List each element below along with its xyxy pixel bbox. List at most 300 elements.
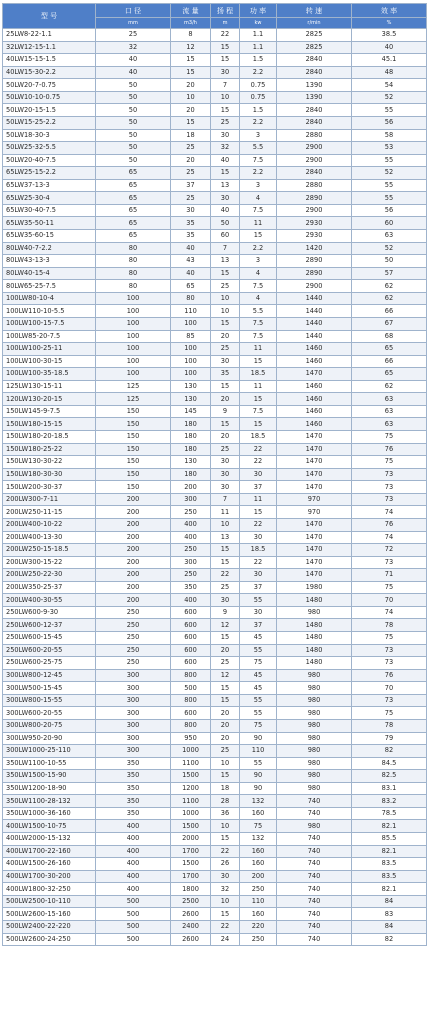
cell-flow: 250 (171, 569, 211, 582)
cell-efficiency: 76 (352, 518, 427, 531)
cell-diameter: 300 (96, 745, 171, 758)
cell-efficiency: 74 (352, 506, 427, 519)
cell-efficiency: 83.1 (352, 782, 427, 795)
header-speed: 转 速 (277, 4, 352, 18)
cell-efficiency: 72 (352, 544, 427, 557)
cell-speed: 1460 (277, 405, 352, 418)
cell-model: 400LW1500-10-75 (3, 820, 96, 833)
cell-head: 30 (211, 870, 240, 883)
cell-flow: 20 (171, 104, 211, 117)
cell-flow: 2400 (171, 920, 211, 933)
cell-flow: 40 (171, 267, 211, 280)
cell-model: 65LW25-30-4 (3, 192, 96, 205)
table-row (3, 393, 427, 406)
cell-model: 100LW80-10-4 (3, 292, 96, 305)
cell-flow: 12 (171, 41, 211, 54)
cell-diameter: 300 (96, 682, 171, 695)
cell-model: 300LW800-12-45 (3, 669, 96, 682)
cell-flow: 250 (171, 544, 211, 557)
cell-model: 50LW20-7-0.75 (3, 79, 96, 92)
cell-speed: 1480 (277, 619, 352, 632)
cell-diameter: 200 (96, 569, 171, 582)
cell-model: 400LW1700-22-160 (3, 845, 96, 858)
cell-diameter: 50 (96, 116, 171, 129)
table-row (3, 619, 427, 632)
cell-flow: 1000 (171, 745, 211, 758)
cell-head: 7 (211, 242, 240, 255)
table-row (3, 380, 427, 393)
cell-diameter: 65 (96, 230, 171, 243)
cell-model: 80LW40-15-4 (3, 267, 96, 280)
cell-model: 350LW1100-28-132 (3, 795, 96, 808)
cell-diameter: 500 (96, 895, 171, 908)
cell-speed: 1440 (277, 292, 352, 305)
cell-flow: 100 (171, 355, 211, 368)
pump-spec-table (2, 3, 427, 946)
cell-head: 10 (211, 91, 240, 104)
cell-speed: 1460 (277, 343, 352, 356)
cell-power: 4 (240, 292, 277, 305)
cell-speed: 1470 (277, 569, 352, 582)
cell-power: 220 (240, 920, 277, 933)
cell-model: 100LW100-35-18.5 (3, 368, 96, 381)
cell-flow: 800 (171, 719, 211, 732)
cell-efficiency: 66 (352, 305, 427, 318)
cell-power: 3 (240, 255, 277, 268)
cell-model: 150LW200-30-37 (3, 481, 96, 494)
cell-power: 75 (240, 657, 277, 670)
cell-flow: 300 (171, 493, 211, 506)
cell-power: 37 (240, 619, 277, 632)
table-row (3, 682, 427, 695)
cell-diameter: 350 (96, 770, 171, 783)
table-row (3, 719, 427, 732)
cell-model: 32LW12-15-1.1 (3, 41, 96, 54)
cell-model: 50LW25-32-5.5 (3, 142, 96, 155)
cell-model: 250LW600-15-45 (3, 632, 96, 645)
cell-head: 7 (211, 493, 240, 506)
cell-speed: 980 (277, 682, 352, 695)
cell-speed: 2930 (277, 230, 352, 243)
cell-diameter: 80 (96, 255, 171, 268)
table-row (3, 305, 427, 318)
cell-power: 90 (240, 770, 277, 783)
cell-speed: 1470 (277, 556, 352, 569)
cell-model: 300LW500-15-45 (3, 682, 96, 695)
cell-efficiency: 73 (352, 493, 427, 506)
cell-speed: 2900 (277, 204, 352, 217)
cell-flow: 20 (171, 154, 211, 167)
cell-power: 4 (240, 267, 277, 280)
cell-diameter: 25 (96, 29, 171, 42)
cell-flow: 1500 (171, 858, 211, 871)
cell-model: 500LW2600-24-250 (3, 933, 96, 946)
cell-model: 250LW600-9-30 (3, 606, 96, 619)
table-row (3, 116, 427, 129)
table-row (3, 745, 427, 758)
cell-power: 11 (240, 380, 277, 393)
cell-head: 9 (211, 606, 240, 619)
cell-model: 300LW1000-25-110 (3, 745, 96, 758)
cell-efficiency: 54 (352, 79, 427, 92)
cell-head: 30 (211, 456, 240, 469)
cell-power: 45 (240, 632, 277, 645)
cell-head: 13 (211, 255, 240, 268)
cell-power: 110 (240, 745, 277, 758)
cell-head: 25 (211, 343, 240, 356)
cell-flow: 600 (171, 657, 211, 670)
table-row (3, 167, 427, 180)
cell-speed: 740 (277, 920, 352, 933)
cell-speed: 2840 (277, 54, 352, 67)
cell-diameter: 350 (96, 757, 171, 770)
cell-efficiency: 83.2 (352, 795, 427, 808)
cell-power: 7.5 (240, 280, 277, 293)
table-row (3, 368, 427, 381)
cell-flow: 65 (171, 280, 211, 293)
cell-efficiency: 79 (352, 732, 427, 745)
cell-power: 22 (240, 456, 277, 469)
cell-efficiency: 63 (352, 393, 427, 406)
header-unit-flow: m3/h (171, 18, 211, 29)
cell-speed: 970 (277, 493, 352, 506)
cell-model: 100LW100-30-15 (3, 355, 96, 368)
cell-model: 500LW2400-22-220 (3, 920, 96, 933)
cell-flow: 145 (171, 405, 211, 418)
cell-speed: 980 (277, 770, 352, 783)
table-row (3, 204, 427, 217)
cell-power: 1.5 (240, 104, 277, 117)
cell-head: 10 (211, 305, 240, 318)
cell-head: 35 (211, 368, 240, 381)
cell-efficiency: 73 (352, 694, 427, 707)
cell-head: 15 (211, 317, 240, 330)
header-diameter: 口 径 (96, 4, 171, 18)
cell-efficiency: 38.5 (352, 29, 427, 42)
cell-speed: 1390 (277, 91, 352, 104)
cell-power: 15 (240, 506, 277, 519)
cell-head: 15 (211, 770, 240, 783)
cell-head: 11 (211, 506, 240, 519)
cell-power: 37 (240, 581, 277, 594)
cell-power: 160 (240, 845, 277, 858)
cell-head: 25 (211, 745, 240, 758)
cell-model: 125LW130-15-11 (3, 380, 96, 393)
cell-efficiency: 82.1 (352, 883, 427, 896)
cell-model: 400LW1500-26-160 (3, 858, 96, 871)
cell-model: 150LW180-15-15 (3, 418, 96, 431)
table-row (3, 154, 427, 167)
table-body (3, 29, 427, 946)
cell-efficiency: 67 (352, 317, 427, 330)
cell-model: 40LW15-30-2.2 (3, 66, 96, 79)
cell-flow: 350 (171, 581, 211, 594)
cell-flow: 25 (171, 192, 211, 205)
table-row (3, 606, 427, 619)
cell-power: 90 (240, 782, 277, 795)
cell-model: 150LW180-25-22 (3, 443, 96, 456)
cell-speed: 2840 (277, 167, 352, 180)
cell-head: 15 (211, 41, 240, 54)
cell-diameter: 40 (96, 54, 171, 67)
cell-power: 200 (240, 870, 277, 883)
cell-model: 200LW400-13-30 (3, 531, 96, 544)
cell-flow: 35 (171, 217, 211, 230)
cell-speed: 2880 (277, 129, 352, 142)
cell-power: 110 (240, 895, 277, 908)
cell-flow: 180 (171, 431, 211, 444)
cell-diameter: 150 (96, 418, 171, 431)
cell-diameter: 500 (96, 908, 171, 921)
cell-power: 2.2 (240, 116, 277, 129)
cell-model: 65LW35-60-15 (3, 230, 96, 243)
header-flow: 流 量 (171, 4, 211, 18)
cell-head: 10 (211, 757, 240, 770)
cell-head: 20 (211, 644, 240, 657)
cell-flow: 100 (171, 343, 211, 356)
cell-speed: 1480 (277, 657, 352, 670)
table-row (3, 267, 427, 280)
cell-flow: 600 (171, 707, 211, 720)
cell-efficiency: 58 (352, 129, 427, 142)
table-row (3, 192, 427, 205)
cell-power: 15 (240, 393, 277, 406)
cell-diameter: 150 (96, 468, 171, 481)
cell-flow: 100 (171, 317, 211, 330)
cell-efficiency: 62 (352, 292, 427, 305)
cell-efficiency: 75 (352, 431, 427, 444)
cell-head: 12 (211, 619, 240, 632)
cell-power: 55 (240, 757, 277, 770)
cell-flow: 600 (171, 606, 211, 619)
cell-model: 500LW2600-15-160 (3, 908, 96, 921)
cell-power: 160 (240, 858, 277, 871)
cell-diameter: 200 (96, 531, 171, 544)
cell-flow: 1500 (171, 770, 211, 783)
cell-power: 250 (240, 933, 277, 946)
cell-efficiency: 57 (352, 267, 427, 280)
cell-head: 22 (211, 920, 240, 933)
header-efficiency: 效 率 (352, 4, 427, 18)
cell-power: 2.2 (240, 242, 277, 255)
cell-efficiency: 73 (352, 644, 427, 657)
cell-speed: 980 (277, 719, 352, 732)
cell-efficiency: 78.5 (352, 807, 427, 820)
cell-power: 30 (240, 531, 277, 544)
cell-efficiency: 84.5 (352, 757, 427, 770)
table-row (3, 343, 427, 356)
cell-flow: 400 (171, 531, 211, 544)
cell-speed: 1440 (277, 330, 352, 343)
cell-efficiency: 84 (352, 895, 427, 908)
cell-diameter: 80 (96, 267, 171, 280)
cell-head: 20 (211, 330, 240, 343)
table-row (3, 795, 427, 808)
cell-speed: 740 (277, 883, 352, 896)
table-row (3, 895, 427, 908)
cell-head: 60 (211, 230, 240, 243)
cell-diameter: 250 (96, 619, 171, 632)
cell-diameter: 350 (96, 782, 171, 795)
header-head: 扬 程 (211, 4, 240, 18)
cell-diameter: 200 (96, 581, 171, 594)
cell-efficiency: 60 (352, 217, 427, 230)
cell-speed: 1480 (277, 632, 352, 645)
cell-power: 45 (240, 682, 277, 695)
table-row (3, 355, 427, 368)
cell-efficiency: 78 (352, 719, 427, 732)
cell-efficiency: 52 (352, 91, 427, 104)
cell-speed: 980 (277, 745, 352, 758)
cell-efficiency: 52 (352, 167, 427, 180)
cell-diameter: 150 (96, 431, 171, 444)
cell-diameter: 300 (96, 669, 171, 682)
cell-model: 200LW400-30-55 (3, 594, 96, 607)
table-row (3, 66, 427, 79)
cell-speed: 1470 (277, 518, 352, 531)
cell-speed: 980 (277, 669, 352, 682)
cell-model: 50LW20-40-7.5 (3, 154, 96, 167)
cell-model: 100LW100-15-7.5 (3, 317, 96, 330)
cell-head: 30 (211, 594, 240, 607)
cell-model: 400LW1800-32-250 (3, 883, 96, 896)
cell-model: 250LW600-12-37 (3, 619, 96, 632)
cell-diameter: 150 (96, 456, 171, 469)
cell-power: 75 (240, 719, 277, 732)
table-row (3, 418, 427, 431)
cell-speed: 2880 (277, 179, 352, 192)
header-unit-head: m (211, 18, 240, 29)
cell-head: 15 (211, 694, 240, 707)
cell-model: 80LW40-7-2.2 (3, 242, 96, 255)
cell-speed: 2825 (277, 29, 352, 42)
header-unit-efficiency: % (352, 18, 427, 29)
cell-speed: 1470 (277, 481, 352, 494)
cell-speed: 1470 (277, 544, 352, 557)
cell-flow: 35 (171, 230, 211, 243)
cell-flow: 1700 (171, 845, 211, 858)
cell-power: 90 (240, 732, 277, 745)
table-row (3, 807, 427, 820)
cell-speed: 1420 (277, 242, 352, 255)
table-row (3, 770, 427, 783)
cell-speed: 2890 (277, 267, 352, 280)
cell-flow: 10 (171, 91, 211, 104)
table-row (3, 694, 427, 707)
cell-model: 65LW25-15-2.2 (3, 167, 96, 180)
cell-head: 25 (211, 280, 240, 293)
cell-efficiency: 50 (352, 255, 427, 268)
cell-power: 1.1 (240, 41, 277, 54)
table-row (3, 317, 427, 330)
cell-head: 12 (211, 669, 240, 682)
cell-efficiency: 73 (352, 657, 427, 670)
cell-model: 300LW800-15-55 (3, 694, 96, 707)
cell-model: 200LW300-7-11 (3, 493, 96, 506)
cell-speed: 2900 (277, 154, 352, 167)
cell-diameter: 200 (96, 544, 171, 557)
cell-flow: 400 (171, 518, 211, 531)
cell-speed: 1470 (277, 468, 352, 481)
cell-power: 2.2 (240, 66, 277, 79)
cell-model: 50LW18-30-3 (3, 129, 96, 142)
cell-flow: 800 (171, 694, 211, 707)
table-row (3, 217, 427, 230)
cell-diameter: 150 (96, 443, 171, 456)
cell-flow: 1000 (171, 807, 211, 820)
cell-diameter: 200 (96, 594, 171, 607)
cell-diameter: 250 (96, 657, 171, 670)
cell-diameter: 65 (96, 217, 171, 230)
table-row (3, 920, 427, 933)
cell-diameter: 100 (96, 355, 171, 368)
header-power: 功 率 (240, 4, 277, 18)
table-row (3, 405, 427, 418)
table-row (3, 330, 427, 343)
cell-diameter: 40 (96, 66, 171, 79)
cell-efficiency: 75 (352, 632, 427, 645)
cell-head: 22 (211, 845, 240, 858)
cell-head: 15 (211, 556, 240, 569)
cell-power: 55 (240, 694, 277, 707)
cell-efficiency: 56 (352, 204, 427, 217)
cell-efficiency: 68 (352, 330, 427, 343)
cell-flow: 130 (171, 456, 211, 469)
table-row (3, 29, 427, 42)
cell-efficiency: 63 (352, 418, 427, 431)
cell-diameter: 500 (96, 920, 171, 933)
cell-head: 25 (211, 657, 240, 670)
cell-head: 32 (211, 142, 240, 155)
cell-model: 250LW600-25-75 (3, 657, 96, 670)
cell-flow: 15 (171, 116, 211, 129)
cell-head: 50 (211, 217, 240, 230)
cell-head: 24 (211, 933, 240, 946)
cell-head: 18 (211, 782, 240, 795)
cell-efficiency: 74 (352, 606, 427, 619)
cell-efficiency: 85.5 (352, 833, 427, 846)
cell-diameter: 400 (96, 858, 171, 871)
cell-flow: 20 (171, 79, 211, 92)
cell-efficiency: 73 (352, 481, 427, 494)
cell-model: 120LW130-20-15 (3, 393, 96, 406)
cell-flow: 37 (171, 179, 211, 192)
table-row (3, 669, 427, 682)
cell-flow: 180 (171, 443, 211, 456)
cell-model: 300LW950-20-90 (3, 732, 96, 745)
table-row (3, 732, 427, 745)
table-row (3, 845, 427, 858)
cell-efficiency: 83.5 (352, 858, 427, 871)
cell-speed: 1460 (277, 418, 352, 431)
cell-flow: 400 (171, 594, 211, 607)
cell-power: 18.5 (240, 431, 277, 444)
cell-model: 300LW600-20-55 (3, 707, 96, 720)
cell-speed: 1460 (277, 393, 352, 406)
cell-power: 55 (240, 707, 277, 720)
cell-efficiency: 78 (352, 619, 427, 632)
cell-flow: 80 (171, 292, 211, 305)
cell-power: 1.5 (240, 54, 277, 67)
cell-diameter: 50 (96, 104, 171, 117)
cell-head: 15 (211, 380, 240, 393)
cell-diameter: 65 (96, 192, 171, 205)
cell-diameter: 500 (96, 933, 171, 946)
cell-power: 0.75 (240, 79, 277, 92)
cell-power: 132 (240, 795, 277, 808)
cell-flow: 30 (171, 204, 211, 217)
cell-head: 15 (211, 632, 240, 645)
